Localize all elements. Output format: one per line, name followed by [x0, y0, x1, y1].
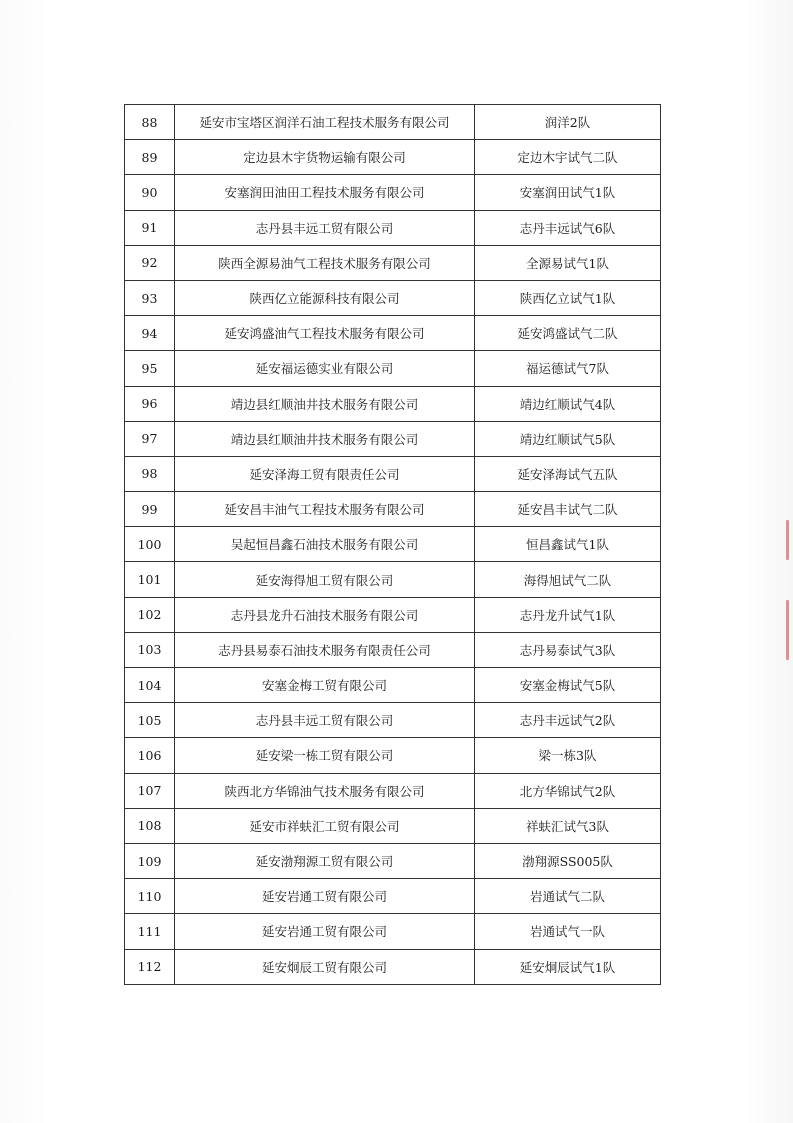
team-name-cell: 岩通试气二队 [475, 879, 661, 914]
team-name-cell: 志丹丰远试气6队 [475, 210, 661, 245]
company-name-cell: 志丹县丰远工贸有限公司 [175, 703, 475, 738]
team-roster-table [124, 104, 661, 985]
company-name-cell: 志丹县易泰石油技术服务有限责任公司 [175, 632, 475, 667]
row-number-cell: 94 [125, 316, 175, 351]
team-name-cell: 延安昌丰试气二队 [475, 492, 661, 527]
company-name-cell: 志丹县龙升石油技术服务有限公司 [175, 597, 475, 632]
company-name-cell: 定边县木宇货物运输有限公司 [175, 140, 475, 175]
company-name-cell: 陕西北方华锦油气技术服务有限公司 [175, 773, 475, 808]
table-row [125, 668, 661, 703]
table-row [125, 632, 661, 667]
table-row [125, 949, 661, 984]
row-number-cell: 98 [125, 456, 175, 491]
team-name-cell: 润洋2队 [475, 105, 661, 140]
company-name-cell: 陕西全源易油气工程技术服务有限公司 [175, 245, 475, 280]
table-row [125, 738, 661, 773]
table-row [125, 773, 661, 808]
table-row [125, 210, 661, 245]
table-row [125, 386, 661, 421]
company-name-cell: 延安市宝塔区润洋石油工程技术服务有限公司 [175, 105, 475, 140]
row-number-cell: 104 [125, 668, 175, 703]
team-name-cell: 梁一栋3队 [475, 738, 661, 773]
team-name-cell: 陕西亿立试气1队 [475, 280, 661, 315]
company-name-cell: 延安岩通工贸有限公司 [175, 914, 475, 949]
team-name-cell: 志丹丰远试气2队 [475, 703, 661, 738]
company-name-cell: 靖边县红顺油井技术服务有限公司 [175, 386, 475, 421]
company-name-cell: 延安泽海工贸有限责任公司 [175, 456, 475, 491]
team-name-cell: 岩通试气一队 [475, 914, 661, 949]
team-name-cell: 靖边红顺试气5队 [475, 421, 661, 456]
team-name-cell: 安塞润田试气1队 [475, 175, 661, 210]
team-name-cell: 延安鸿盛试气二队 [475, 316, 661, 351]
table-row [125, 140, 661, 175]
company-name-cell: 延安炯辰工贸有限公司 [175, 949, 475, 984]
table-row [125, 914, 661, 949]
table-row [125, 351, 661, 386]
row-number-cell: 89 [125, 140, 175, 175]
row-number-cell: 93 [125, 280, 175, 315]
table-row [125, 456, 661, 491]
row-number-cell: 95 [125, 351, 175, 386]
table-row [125, 316, 661, 351]
company-name-cell: 志丹县丰远工贸有限公司 [175, 210, 475, 245]
table-row [125, 562, 661, 597]
company-name-cell: 延安海得旭工贸有限公司 [175, 562, 475, 597]
row-number-cell: 100 [125, 527, 175, 562]
row-number-cell: 88 [125, 105, 175, 140]
team-name-cell: 福运德试气7队 [475, 351, 661, 386]
table-row [125, 808, 661, 843]
company-name-cell: 陕西亿立能源科技有限公司 [175, 280, 475, 315]
table-row [125, 492, 661, 527]
row-number-cell: 106 [125, 738, 175, 773]
team-name-cell: 全源易试气1队 [475, 245, 661, 280]
team-name-cell: 志丹易泰试气3队 [475, 632, 661, 667]
row-number-cell: 97 [125, 421, 175, 456]
scan-edge-mark [786, 600, 789, 660]
team-name-cell: 定边木宇试气二队 [475, 140, 661, 175]
company-name-cell: 延安渤翔源工贸有限公司 [175, 843, 475, 878]
row-number-cell: 101 [125, 562, 175, 597]
table-row [125, 843, 661, 878]
row-number-cell: 107 [125, 773, 175, 808]
row-number-cell: 99 [125, 492, 175, 527]
row-number-cell: 91 [125, 210, 175, 245]
table-row [125, 245, 661, 280]
table-row [125, 527, 661, 562]
row-number-cell: 110 [125, 879, 175, 914]
table-row [125, 421, 661, 456]
table-row [125, 105, 661, 140]
company-name-cell: 延安鸿盛油气工程技术服务有限公司 [175, 316, 475, 351]
team-name-cell: 渤翔源SS005队 [475, 843, 661, 878]
company-name-cell: 安塞润田油田工程技术服务有限公司 [175, 175, 475, 210]
company-name-cell: 延安昌丰油气工程技术服务有限公司 [175, 492, 475, 527]
table-row [125, 879, 661, 914]
team-name-cell: 北方华锦试气2队 [475, 773, 661, 808]
team-name-cell: 延安泽海试气五队 [475, 456, 661, 491]
row-number-cell: 109 [125, 843, 175, 878]
row-number-cell: 108 [125, 808, 175, 843]
company-name-cell: 延安市祥蚨汇工贸有限公司 [175, 808, 475, 843]
table-row [125, 703, 661, 738]
team-name-cell: 靖边红顺试气4队 [475, 386, 661, 421]
company-name-cell: 安塞金梅工贸有限公司 [175, 668, 475, 703]
table-row [125, 280, 661, 315]
team-name-cell: 恒昌鑫试气1队 [475, 527, 661, 562]
team-name-cell: 志丹龙升试气1队 [475, 597, 661, 632]
table-row [125, 175, 661, 210]
row-number-cell: 102 [125, 597, 175, 632]
team-name-cell: 安塞金梅试气5队 [475, 668, 661, 703]
row-number-cell: 96 [125, 386, 175, 421]
team-name-cell: 海得旭试气二队 [475, 562, 661, 597]
team-name-cell: 祥蚨汇试气3队 [475, 808, 661, 843]
row-number-cell: 105 [125, 703, 175, 738]
company-name-cell: 延安岩通工贸有限公司 [175, 879, 475, 914]
scan-edge-mark [786, 520, 789, 560]
row-number-cell: 112 [125, 949, 175, 984]
row-number-cell: 90 [125, 175, 175, 210]
table-body [125, 105, 661, 985]
company-name-cell: 吴起恒昌鑫石油技术服务有限公司 [175, 527, 475, 562]
company-name-cell: 延安福运德实业有限公司 [175, 351, 475, 386]
row-number-cell: 111 [125, 914, 175, 949]
row-number-cell: 92 [125, 245, 175, 280]
row-number-cell: 103 [125, 632, 175, 667]
company-name-cell: 延安梁一栋工贸有限公司 [175, 738, 475, 773]
company-name-cell: 靖边县红顺油井技术服务有限公司 [175, 421, 475, 456]
table-row [125, 597, 661, 632]
team-name-cell: 延安炯辰试气1队 [475, 949, 661, 984]
